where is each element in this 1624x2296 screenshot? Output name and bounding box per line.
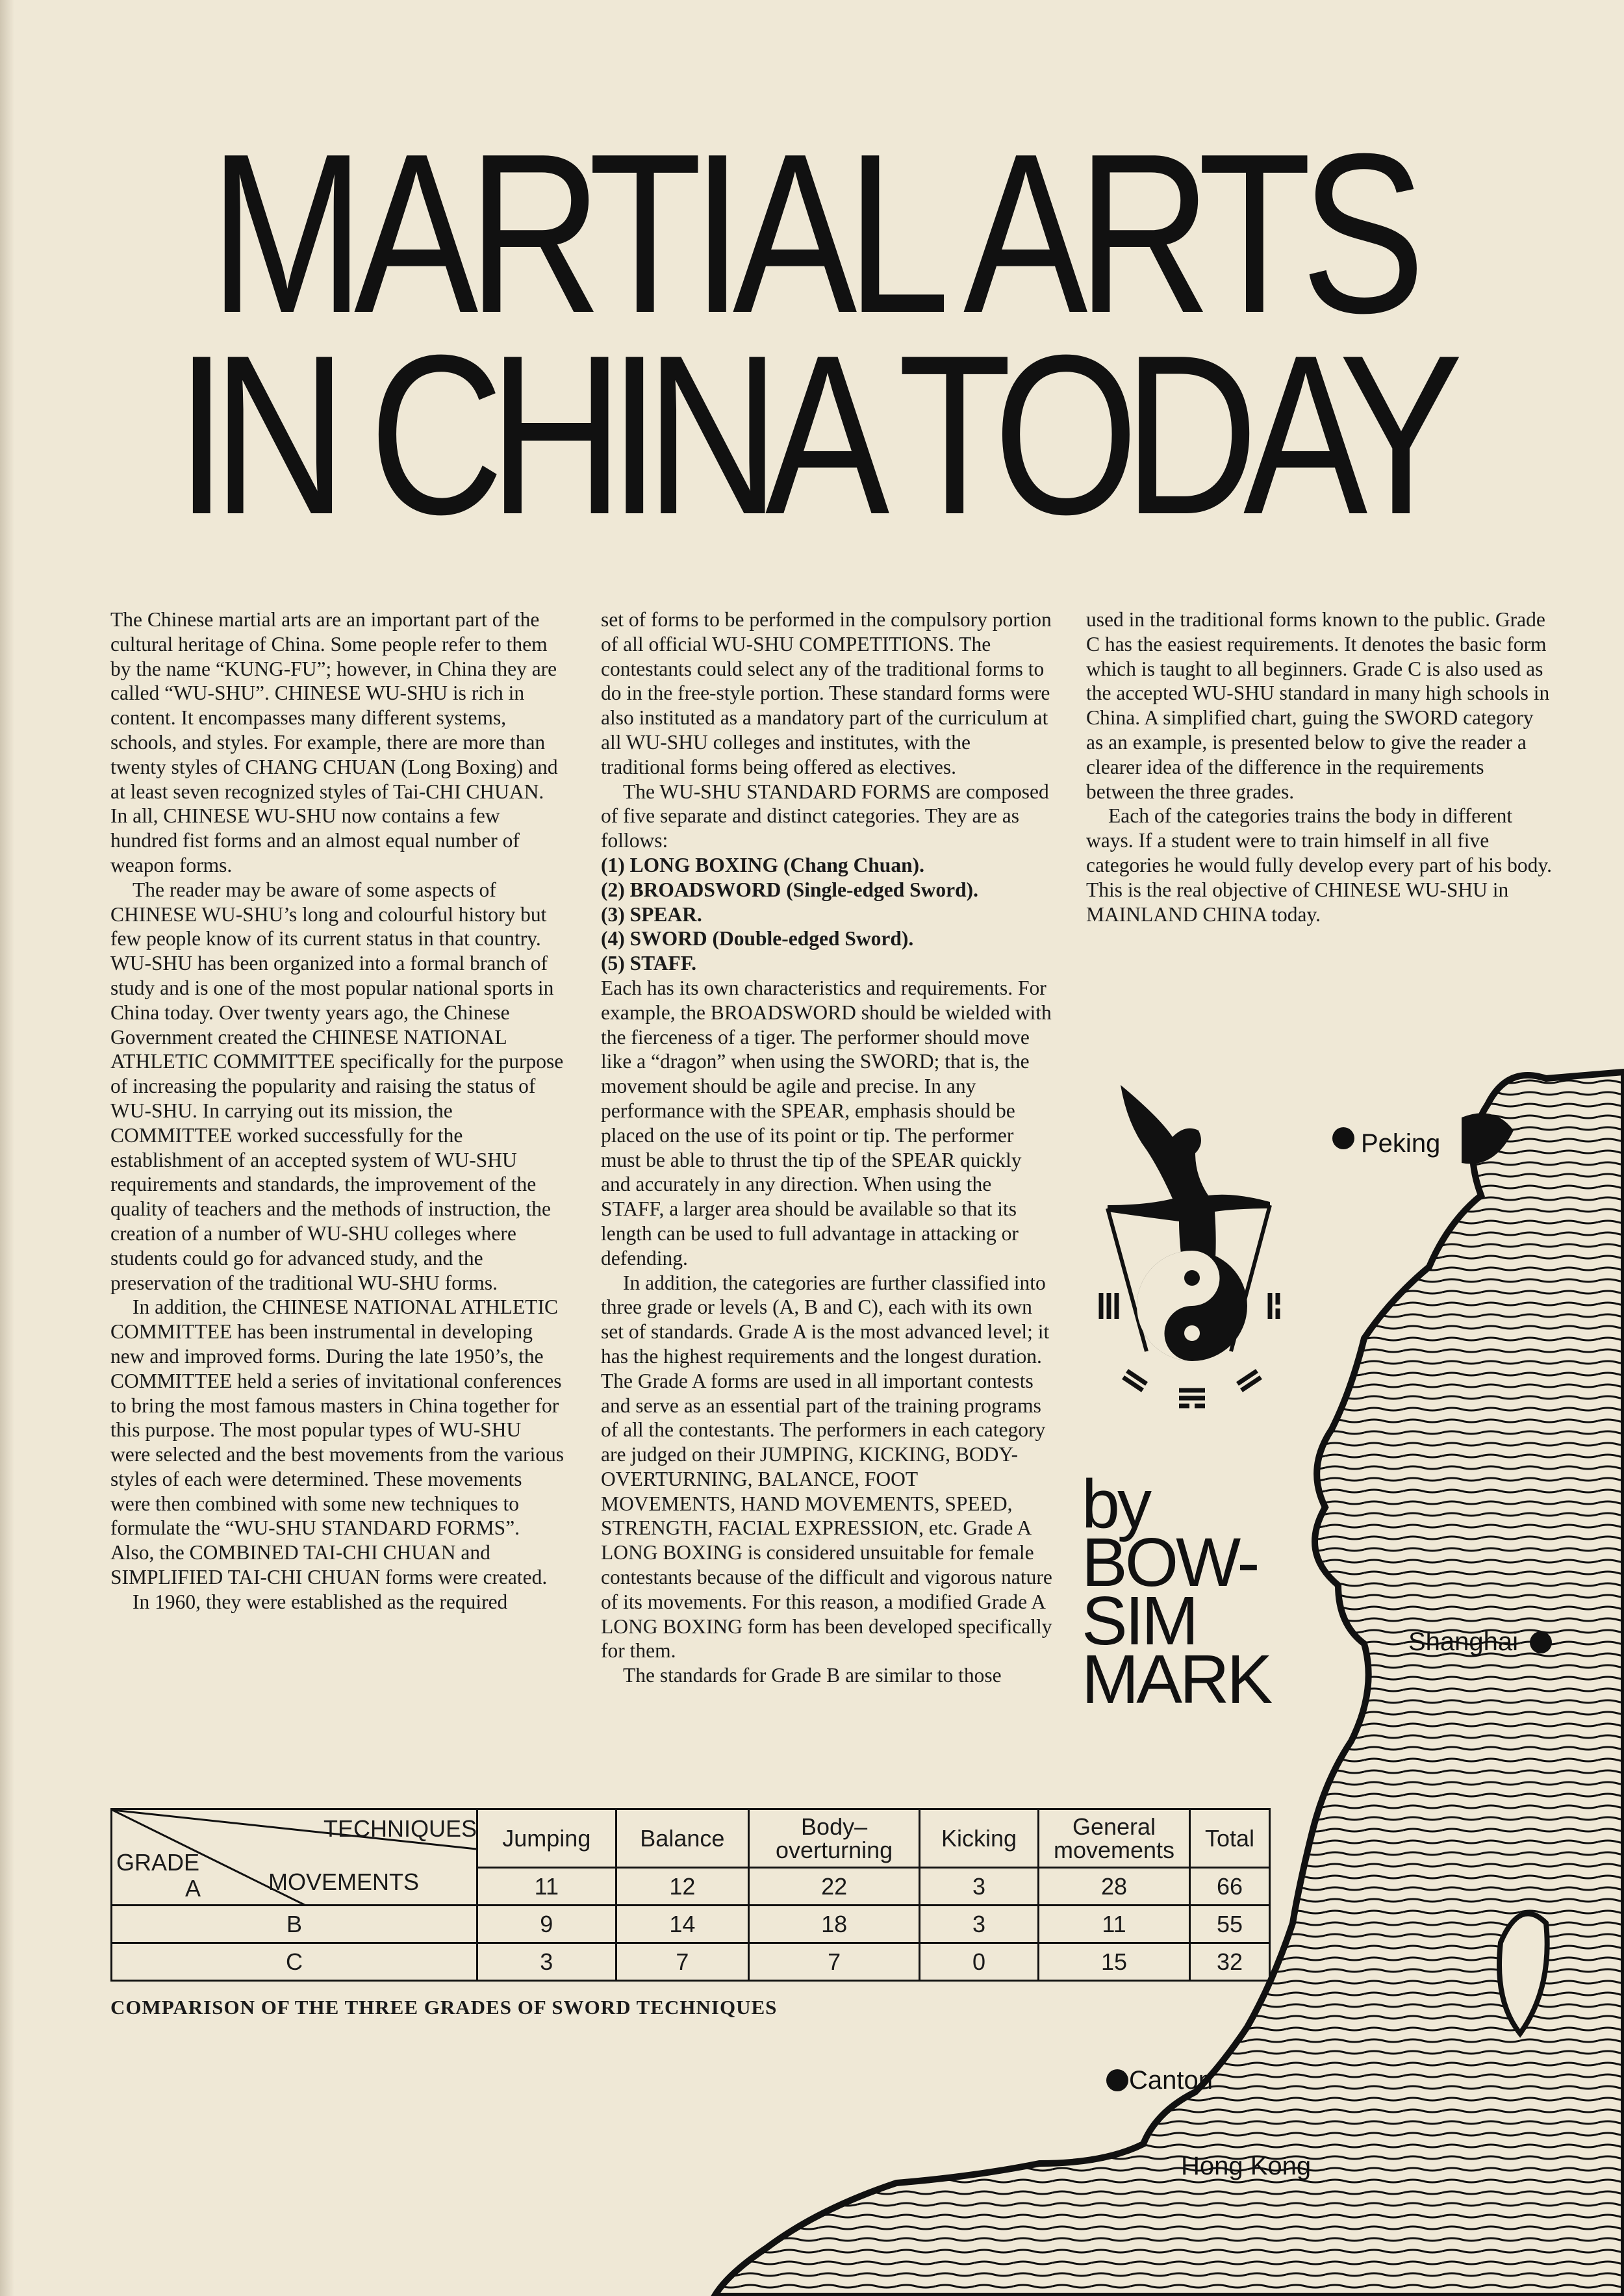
grade-a-label: A [185,1875,201,1902]
table-cell: 9 [477,1906,616,1943]
paragraph: Each has its own characteristics and requirements. For example, the BROADSWORD should be wielded with the fierceness of a tiger. The performer should move like a “dragon” when using the SWORD; that is, the movement should be agile and precise. In any performance with the SPEAR, emphasis should be placed on the use of its point or tip. The performer must be able to thrust the tip of the SPEAR quickly and accurately in any direction. When using the STAFF, a larger area should be available so that its length can be used to full advantage in attacking or defending. [601,976,1052,1269]
table-cell: 15 [1039,1943,1190,1981]
table-cell: 7 [616,1943,748,1981]
table-cell: 3 [920,1868,1039,1906]
table-corner-cell [112,1809,477,1906]
paragraph: In addition, the CHINESE NATIONAL ATHLETIC COMMITTEE has been instrumental in developing new and improved forms. During the late 1950’s, the COMMITTEE held a series of invitational conferences to bring the most famous masters in China together for this purpose. The most popular types of WU-SHU were selected and the best movements from the various styles of each were determined. These movements were then combined with some new techniques to formulate the “WU-SHU STANDARD FORMS”. Also, the COMBINED TAI-CHI CHUAN and SIMPLIFIED TAI-CHI CHUAN forms were created. [110,1295,565,1589]
table-cell: 22 [749,1868,920,1906]
grade-cell: B [112,1906,477,1943]
table-cell: 3 [920,1906,1039,1943]
article-column-3 [1086,607,1554,926]
paragraph: The WU-SHU STANDARD FORMS are composed of five separate and distinct categories. They are as follows: [601,780,1049,852]
paragraph: set of forms to be performed in the compulsory portion of all official WU-SHU COMPETITIONS. The contestants could select any of the traditional forms to do in the free-style portion. These standard forms were also instituted as a mandatory part of the curriculum at all WU-SHU colleges and institutes, with the traditional forms being offered as electives. [601,608,1052,778]
table-cell: 11 [1039,1906,1190,1943]
column-header: General movements [1039,1809,1190,1868]
paragraph: In 1960, they were established as the required [133,1590,508,1613]
map-label-hong-kong: Hong Kong [1181,2152,1312,2180]
paragraph: Each of the categories trains the body in different ways. If a student were to train himself in all five categories he would fully develop every part of his body. This is the real objective of CHINESE WU-SHU in MAINLAND CHINA today. [1086,804,1552,926]
table-cell: 3 [477,1943,616,1981]
table-cell: 32 [1190,1943,1270,1981]
column-header: Balance [616,1809,748,1868]
category-list-item: (2) BROADSWORD (Single-edged Sword). [601,878,979,901]
column-header: Body– overturning [749,1809,920,1868]
table-cell: 12 [616,1868,748,1906]
paragraph: The standards for Grade B are similar to those [623,1664,1002,1687]
corner-techniques-label: TECHNIQUES [324,1815,477,1842]
table-cell: 0 [920,1943,1039,1981]
map-label-shanghai: Shanghai [1408,1627,1519,1656]
byline-by: by [1082,1466,1149,1542]
category-list-item: (3) SPEAR. [601,902,702,926]
title-line-1: MARTIAL ARTS [209,107,1415,361]
byline-bow: BOW- [1082,1524,1258,1601]
paragraph: In addition, the categories are further classified into three grade or levels (A, B and C), each with its own set of standards. Grade A is the most advanced level; it has the highest requirements and the longest duration. The Grade A forms are used in all important contests and serve as an essential part of the training programs of all the contestants. The performers in each category are judged on their JUMPING, KICKING, BODY-OVERTURNING, BALANCE, FOOT MOVEMENTS, HAND MOVEMENTS, SPEED, STRENGTH, FACIAL EXPRESSION, etc. Grade A LONG BOXING is considered unsuitable for female contestants because of the difficult and vigorous nature of its movements. For this reason, a modified Grade A LONG BOXING form has been developed specifically for them. [601,1271,1052,1663]
table-cell: 18 [749,1906,920,1943]
category-list-item: (5) STAFF. [601,952,697,975]
title-line-2: IN CHINA TODAY [175,308,1449,562]
table-cell: 7 [749,1943,920,1981]
byline [1082,1466,1271,1718]
table-cell: 66 [1190,1868,1270,1906]
paragraph: The reader may be aware of some aspects of CHINESE WU-SHU’s long and colourful history but few people know of its current status in that country. WU-SHU has been organized into a formal branch of study and is one of the most popular national sports in China today. Over twenty years ago, the Chinese Government created the CHINESE NATIONAL ATHLETIC COMMITTEE specifically for the purpose of increasing the popularity and raising the status of WU-SHU. In carrying out its mission, the COMMITTEE worked successfully for the establishment of an accepted system of WU-SHU requirements and standards, the improvement of the quality of teachers and the methods of instruction, the creation of a number of WU-SHU colleges where students could go for advanced study, and the preservation of the traditional WU-SHU forms. [110,878,564,1294]
category-list-item: (1) LONG BOXING (Chang Chuan). [601,853,924,876]
column-header: Kicking [920,1809,1039,1868]
byline-mark: MARK [1082,1641,1271,1718]
article-column-1 [110,607,565,1614]
sword-techniques-table [110,1808,1271,1982]
column-header: Jumping [477,1809,616,1868]
table-row [112,1906,1270,1943]
table-caption: COMPARISON OF THE THREE GRADES OF SWORD TECHNIQUES [110,1996,778,2019]
table-cell: 28 [1039,1868,1190,1906]
article-column-2 [601,607,1056,1688]
map-label-canton: Canton [1129,2066,1213,2095]
grade-cell: C [112,1943,477,1981]
corner-grade-label: GRADE [116,1849,200,1876]
table-cell: 14 [616,1906,748,1943]
table-cell: 11 [477,1868,616,1906]
byline-sim: SIM [1082,1583,1197,1659]
paragraph: used in the traditional forms known to the public. Grade C has the easiest requirements. It denotes the basic form which is taught to all beginners. Grade C is also used as the accepted WU-SHU standard in many high schools in China. A simplified chart, guing the SWORD category as an example, is presented below to give the reader a clearer idea of the difference in the requirements between the three grades. [1086,608,1550,803]
category-list-item: (4) SWORD (Double-edged Sword). [601,927,914,950]
column-header: Total [1190,1809,1270,1868]
map-label-peking: Peking [1361,1129,1441,1158]
paragraph: The Chinese martial arts are an important part of the cultural heritage of China. Some people refer to them by the name “KUNG-FU”; however, in China they are called “WU-SHU”. CHINESE WU-SHU is rich in content. It encompasses many different systems, schools, and styles. For example, there are more than twenty styles of CHANG CHUAN (Long Boxing) and at least seven recognized styles of Tai-CHI CHUAN. In all, CHINESE WU-SHU now contains a few hundred fist forms and an almost equal number of weapon forms. [110,608,558,876]
corner-movements-label: MOVEMENTS [268,1869,420,1895]
table-cell: 55 [1190,1906,1270,1943]
table-row [112,1943,1270,1981]
table-header-row [112,1809,1270,1868]
swordsman-yin-yang-illustration [1082,1078,1296,1416]
